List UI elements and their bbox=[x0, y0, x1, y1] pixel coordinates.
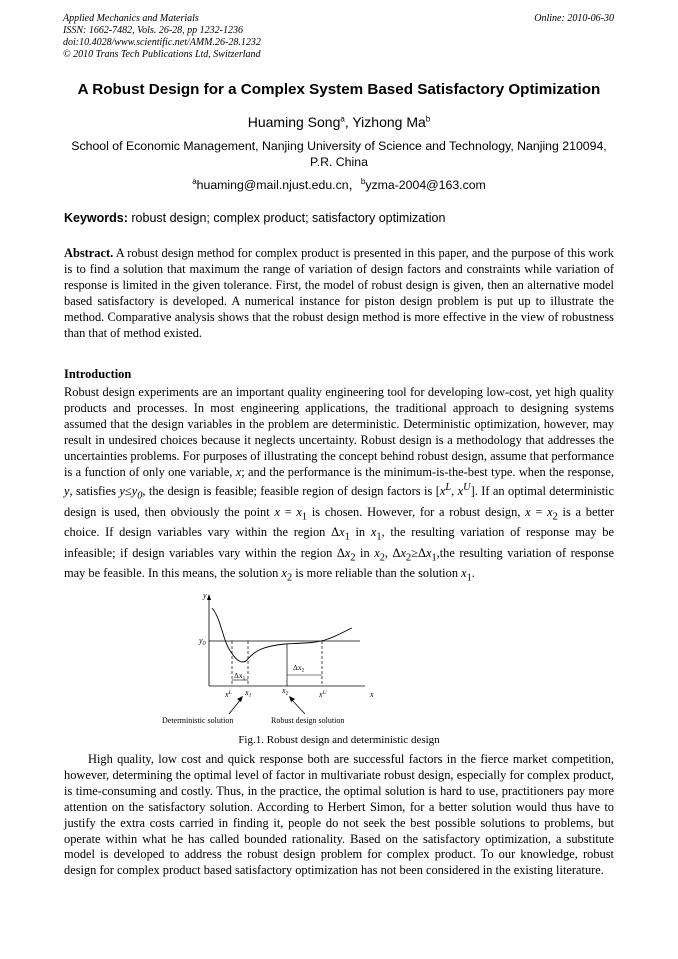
journal-header bbox=[63, 13, 261, 61]
author-1-marker: a bbox=[340, 114, 345, 124]
author-2-marker: b bbox=[425, 114, 431, 124]
y-axis-label: y bbox=[203, 591, 207, 600]
intro-text: is chosen. However, for a robust design, bbox=[307, 504, 526, 519]
author-list bbox=[0, 114, 678, 130]
abstract-label: Abstract. bbox=[64, 246, 114, 260]
doi-line: doi:10.4028/www.scientific.net/AMM.26-28.1232 bbox=[63, 37, 261, 48]
email-a-marker: a bbox=[192, 176, 197, 186]
abstract bbox=[64, 246, 614, 341]
copyright-line: © 2010 Trans Tech Publications Ltd, Switzerland bbox=[63, 49, 261, 60]
intro-text: , satisfies bbox=[69, 484, 120, 499]
det-arrow-head bbox=[237, 696, 243, 702]
intro-text: ; and the performance is the minimum-is-the-best type. when the response, bbox=[241, 464, 614, 479]
x2-tick-label: x2 bbox=[282, 686, 289, 697]
dx2-label: $\Delta x_2$ bbox=[293, 663, 305, 674]
intro-text: . bbox=[471, 566, 475, 581]
response-curve bbox=[212, 608, 352, 662]
intro-text: is more reliable than the solution bbox=[292, 566, 462, 581]
dx1-label: $\Delta x_1$ bbox=[234, 671, 246, 682]
issn-line: ISSN: 1662-7482, Vols. 26-28, pp 1232-1236 bbox=[63, 25, 243, 36]
intro-text: , the resulting variation of response may be infeasible; if design variables vary within the region Δ bbox=[64, 525, 614, 560]
y-axis-arrow bbox=[207, 594, 211, 600]
xU-tick-label: $x^U$ bbox=[319, 690, 327, 699]
xL-tick-label: $x^L$ bbox=[225, 690, 232, 699]
intro-text: ,the resulting variation of response may be feasible. In this means, the solution bbox=[64, 545, 614, 581]
paper-title: A Robust Design for a Complex System Based Satisfactory Optimization bbox=[77, 81, 601, 98]
journal-name: Applied Mechanics and Materials bbox=[63, 13, 199, 24]
det-arrow-line bbox=[229, 699, 241, 714]
email-b-marker: b bbox=[360, 176, 366, 186]
online-date: Online: 2010-06-30 bbox=[534, 13, 614, 24]
keywords-text: robust design; complex product; satisfactory optimization bbox=[127, 211, 446, 225]
affiliation: School of Economic Management, Nanjing University of Science and Technology, Nanjing 210094, P.R. China bbox=[71, 139, 607, 169]
y0-label: $y_0$ bbox=[199, 636, 206, 647]
keywords-label: Keywords: bbox=[64, 211, 128, 225]
x-axis-label: x bbox=[370, 690, 374, 699]
rob-arrow-head bbox=[289, 696, 295, 702]
intro-text: Robust design experiments are an important quality engineering tool for developing low-cost, yet high quality products and processes. In most engineering applications, the traditional approach to designing systems assumed that the design variables in the problem are deterministic. Deterministic optimization, however, may result in undesired choices because it neglects uncertainty. Robust design is a methodology that addresses the uncertainties problems. For purposes of illustrating the concept behind robust design, assume that performance is a function of only one variable, bbox=[64, 385, 614, 479]
email-a[interactable]: huaming@mail.njust.edu.cn， bbox=[196, 178, 361, 192]
robust-solution-label: Robust design solution bbox=[271, 716, 345, 725]
section-heading-introduction: Introduction bbox=[64, 367, 132, 381]
author-1: Huaming Song bbox=[247, 114, 341, 130]
body-paragraph: High quality, low cost and quick response both are successful factors in the fierce market competition, however, determining the optimal level of factor in multivariate robust design, especially for complex product, is time-consuming and costly. Thus, in the practice, the optimal solution is hard to use, practitioners pay more attention on the satisfactory solution. According to Herbert Simon, for a better solution would thus have to justify the extra costs carried in finding it, people do not seek the best possible solutions to problems, but operate within what he has called bounded rationality. Based on the satisfactory optimization, a substitute model is developed to address the robust design problem for complex product. To our knowledge, robust design for complex product based satisfactory optimization has not been considered in the existing literature. bbox=[64, 752, 614, 878]
intro-text: , the design is feasible; feasible region of design factors is [ bbox=[142, 484, 440, 499]
x1-tick-label: x1 bbox=[245, 688, 252, 699]
author-separator: , bbox=[344, 114, 353, 130]
figure-robust-vs-deterministic bbox=[155, 588, 385, 730]
abstract-text: A robust design method for complex product is presented in this paper, and the purpose of this work is to find a solution that maximum the range of variation of design factors and constraints while variation of response is limited in the given tolerance. First, the model of robust design is given, then an alternative model based satisfactory is developed. A numerical instance for piston design problem is put up to illustrate the method. Comparative analysis shows that the robust design method is more effective in the view of robustness than that of method existed. bbox=[64, 246, 614, 340]
figure-caption: Fig.1. Robust design and deterministic design bbox=[238, 734, 440, 746]
email-b[interactable]: yzma-2004@163.com bbox=[365, 178, 486, 192]
intro-text: ]. If an optimal deterministic design is used, then obviously the point bbox=[64, 484, 614, 519]
intro-text: is a better choice. If design variables vary within the region Δ bbox=[64, 504, 614, 540]
deterministic-solution-label: Deterministic solution bbox=[162, 716, 234, 725]
email-line bbox=[0, 175, 678, 193]
intro-paragraph: Robust design experiments are an important quality engineering tool for developing low-cost, yet high quality products and processes. In most engineering applications, the traditional approach to designing systems assumed that the design variables in the problem are deterministic. Deterministic optimization, however, may result in undesired choices because it neglects uncertainty. Robust design is a methodology that addresses the uncertainties problems. For purposes of illustrating the concept behind robust design, assume that performance is a function of only one variable, x; and the performance is the minimum-is-the-best type. when the response, y, satisfies $y\le y_0$, the design is feasible; feasible region of design factors is [$x^L$, $x^U$]. If an optimal deterministic design is used, then obviously the point $x = x_1$ is chosen. However, for a robust design, $x = x_2$ is a better choice. If design variables vary within the region $\Delta x_1$ in $x_1$, the resulting variation of response may be infeasible; if design variables vary within the region $\Delta x_2$ in $x_2$, $\Delta x_2\ge\Delta x_1,the$ resulting variation of response may be feasible. In this means, the solution $x_2$ is more reliable than the solution $x_1$. bbox=[64, 385, 614, 584]
rob-arrow-line bbox=[291, 699, 305, 714]
keywords bbox=[64, 211, 445, 225]
author-2: Yizhong Ma bbox=[352, 114, 426, 130]
